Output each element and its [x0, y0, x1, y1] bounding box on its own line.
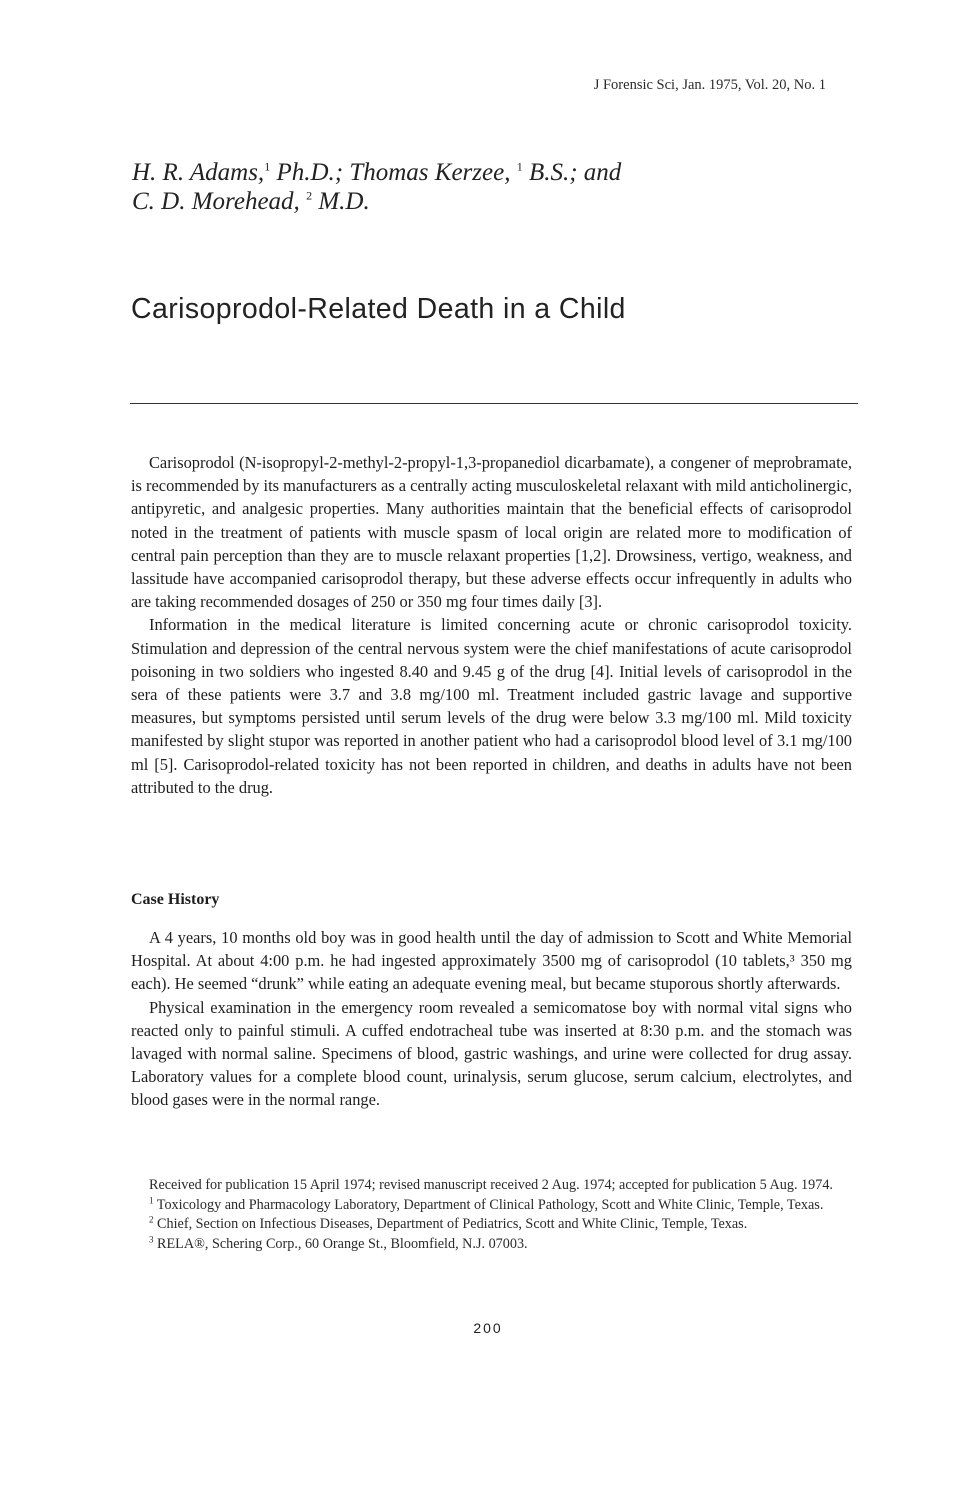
footnote-1 — [131, 1196, 854, 1216]
author-morehead-degree: M.D. — [312, 188, 370, 215]
case-paragraph-1: A 4 years, 10 months old boy was in good health until the day of admission to Scott and White Memorial Hospital. At about 4:00 p.m. he had ingested approximately 3500 mg of carisoprodol (10 tablets,³ 350 mg each). He seemed “drunk” while eating an adequate evening meal, but became stuporous shortly afterwards. — [131, 928, 852, 994]
footnote-mark: 2 — [149, 1214, 154, 1225]
footnote-text: Toxicology and Pharmacology Laboratory, Department of Clinical Pathology, Scott and White Clinic, Temple, Texas. — [153, 1196, 824, 1213]
footnote-received — [131, 1176, 854, 1196]
section-heading-case-history: Case History — [131, 891, 220, 908]
introduction — [131, 451, 852, 799]
intro-paragraph-2: Information in the medical literature is limited concerning acute or chronic carisoprodol toxicity. Stimulation and depression of the central nervous system were the chief manifestations of acute carisoprodol poisoning in two soldiers who ingested 8.40 and 9.45 g of the drug [4]. Initial levels of carisoprodol in the sera of these patients were 3.7 and 3.8 mg/100 ml. Treatment included gastric lavage and supportive measures, but symptoms persisted until serum levels of the drug were below 3.3 mg/100 ml. Mild toxicity manifested by slight stupor was reported in another patient who had a carisoprodol blood level of 3.1 mg/100 ml [5]. Carisoprodol-related toxicity has not been reported in children, and deaths in adults have not been attributed to the drug. — [131, 615, 852, 797]
author-morehead: C. D. Morehead, — [132, 188, 300, 215]
author-line-1 — [132, 158, 621, 187]
affiliation-mark: 1 — [264, 159, 271, 174]
paper-title: Carisoprodol-Related Death in a Child — [131, 293, 626, 325]
page-number: 200 — [473, 1320, 503, 1336]
footnote-2 — [131, 1215, 854, 1235]
author-kerzee: Ph.D.; Thomas Kerzee, — [270, 159, 511, 186]
footnotes — [131, 1176, 854, 1254]
author-kerzee-degree: B.S.; and — [522, 159, 622, 186]
author-line-2 — [132, 187, 621, 216]
footnote-text: Received for publication 15 April 1974; revised manuscript received 2 Aug. 1974; accepted for publication 5 Aug. 1974. — [149, 1177, 833, 1193]
author-list — [132, 158, 621, 216]
affiliation-mark: 1 — [516, 159, 523, 174]
affiliation-mark: 2 — [306, 188, 313, 203]
footnote-text: RELA®, Schering Corp., 60 Orange St., Bloomfield, N.J. 07003. — [153, 1235, 528, 1252]
footnote-mark: 1 — [149, 1194, 154, 1205]
footnote-mark: 3 — [149, 1233, 154, 1244]
case-history — [131, 926, 852, 1112]
footnote-3 — [131, 1235, 854, 1255]
intro-paragraph-1: Carisoprodol (N-isopropyl-2-methyl-2-propyl-1,3-propanediol dicarbamate), a congener of meprobramate, is recommended by its manufacturers as a centrally acting musculoskeletal relaxant with mild anticholinergic, antipyretic, and analgesic properties. Many authorities maintain that the beneficial effects of carisoprodol noted in the treatment of patients with muscle spasm of local origin are related more to modification of central pain perception than they are to muscle relaxant properties [1,2]. Drowsiness, vertigo, weakness, and lassitude have accompanied carisoprodol therapy, but these adverse effects occur infrequently in adults who are taking recommended dosages of 250 or 350 mg four times daily [3]. — [131, 453, 852, 612]
title-divider — [130, 403, 858, 404]
footnote-text: Chief, Section on Infectious Diseases, Department of Pediatrics, Scott and White Clinic, Temple, Texas. — [153, 1216, 748, 1232]
case-paragraph-2: Physical examination in the emergency room revealed a semicomatose boy with normal vital signs who reacted only to painful stimuli. A cuffed endotracheal tube was inserted at 8:30 p.m. and the stomach was lavaged with normal saline. Specimens of blood, gastric washings, and urine were collected for drug assay. Laboratory values for a complete blood count, urinalysis, serum glucose, serum calcium, electrolytes, and blood gases were in the normal range. — [131, 997, 852, 1110]
author-adams: H. R. Adams, — [132, 159, 265, 186]
running-head: J Forensic Sci, Jan. 1975, Vol. 20, No. 1 — [593, 77, 826, 93]
